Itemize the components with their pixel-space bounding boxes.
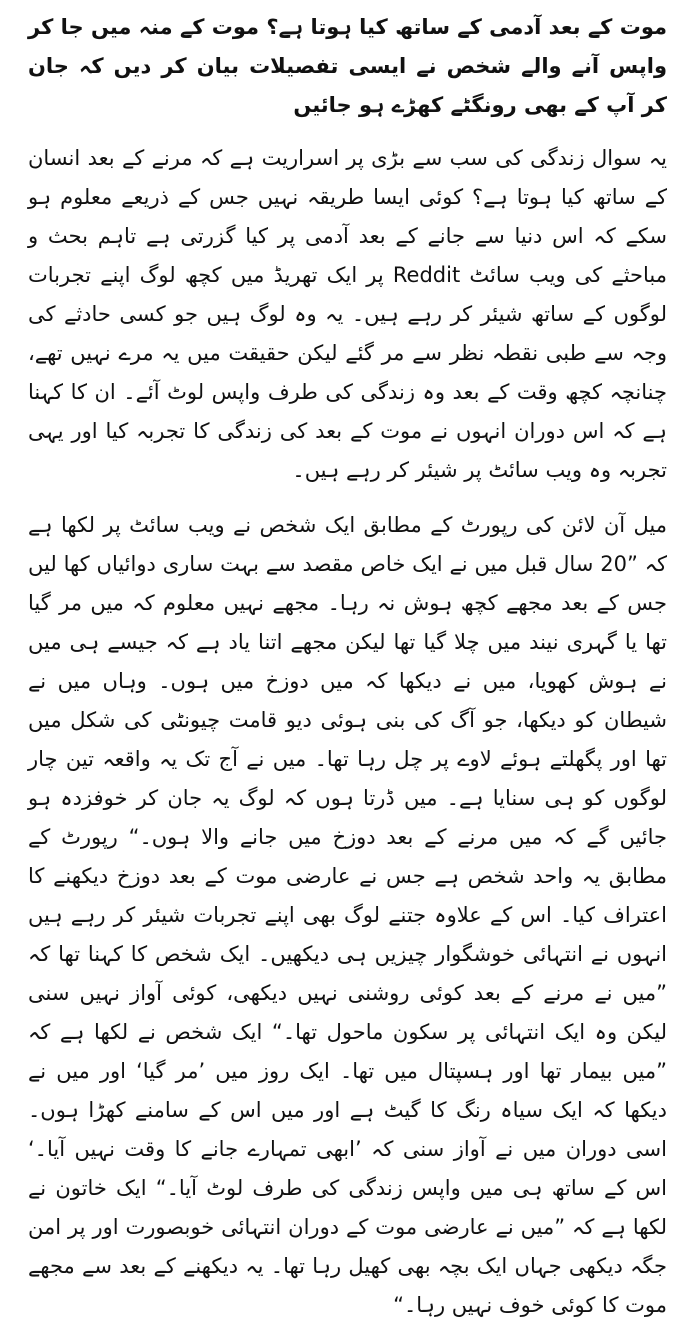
article-paragraph-1: یہ سوال زندگی کی سب سے بڑی پر اسراریت ہے کہ مرنے کے بعد انسان کے ساتھ کیا ہوتا ہے؟ کوئی ایسا طریقہ نہیں جس کے ذریعے معلوم ہو سکے کہ اس دنیا سے جانے کے بعد آدمی پر کیا گزرتی ہے تاہم بحث و مباحثے کی ویب سائٹ Reddit پر ایک تھریڈ میں کچھ لوگ اپنے تجربات لوگوں کے ساتھ شیئر کر رہے ہیں۔ یہ وہ لوگ ہیں جو کسی حادثے کی وجہ سے طبی نقطہ نظر سے مر گئے لیکن حقیقت میں یہ مرے نہیں تھے، چنانچہ کچھ وقت کے بعد وہ زندگی کی طرف واپس لوٹ آئے۔ ان کا کہنا ہے کہ اس دوران انہوں نے موت کے بعد کی زندگی کا تجربہ کیا اور یہی تجربہ وہ ویب سائٹ پر شیئر کر رہے ہیں۔ (28, 146, 668, 482)
article-headline: موت کے بعد آدمی کے ساتھ کیا ہوتا ہے؟ موت کے منہ میں جا کر واپس آنے والے شخص نے ایسی تفصیلات بیان کر دیں کہ جان کر آپ کے بھی رونگٹے کھڑے ہو جائیں (28, 15, 667, 117)
article-paragraph-2: میل آن لائن کی رپورٹ کے مطابق ایک شخص نے ویب سائٹ پر لکھا ہے کہ ”20 سال قبل میں نے ایک خاص مقصد سے بہت ساری دوائیاں کھا لیں جس کے بعد مجھے کچھ ہوش نہ رہا۔ مجھے نہیں معلوم کہ میں مر گیا تھا یا گہری نیند میں چلا گیا تھا لیکن مجھے اتنا یاد ہے کہ جیسے ہی میں نے ہوش کھویا، میں نے دیکھا کہ میں دوزخ میں ہوں۔ وہاں میں نے شیطان کو دیکھا، جو آگ کی بنی ہوئی دیو قامت چیونٹی کی شکل میں تھا اور پگھلتے ہوئے لاوے پر چل رہا تھا۔ میں نے آج تک یہ واقعہ تین چار لوگوں کو ہی سنایا ہے۔ میں ڈرتا ہوں کہ لوگ یہ جان کر خوفزدہ ہو جائیں گے کہ میں مرنے کے بعد دوزخ میں جانے والا ہوں۔“ رپورٹ کے مطابق یہ واحد شخص ہے جس نے عارضی موت کے بعد دوزخ دیکھنے کا اعتراف کیا۔ اس کے علاوہ جتنے لوگ بھی اپنے تجربات شیئر کر رہے ہیں انہوں نے انتہائی خوشگوار چیزیں ہی دیکھیں۔ ایک شخص کا کہنا تھا کہ ”میں نے مرنے کے بعد کوئی روشنی نہیں دیکھی، کوئی آواز نہیں سنی لیکن وہ ایک انتہائی پر سکون ماحول تھا۔“ ایک شخص نے لکھا ہے کہ ”میں بیمار تھا اور ہسپتال میں تھا۔ ایک روز میں ’مر گیا‘ اور میں نے دیکھا کہ ایک سیاہ رنگ کا گیٹ ہے اور میں اس کے سامنے کھڑا ہوں۔ اسی دوران میں نے آواز سنی کہ ’ابھی تمہارے جانے کا وقت نہیں آیا۔‘ اس کے ساتھ ہی میں واپس زندگی کی طرف لوٹ آیا۔“ ایک خاتون نے لکھا ہے کہ ”میں نے عارضی موت کے دوران انتہائی خوبصورت اور پر امن جگہ دیکھی جہاں ایک بچہ بھی کھیل رہا تھا۔ یہ دیکھنے کے بعد سے مجھے موت کا کوئی خوف نہیں رہا۔“ (28, 513, 668, 1317)
